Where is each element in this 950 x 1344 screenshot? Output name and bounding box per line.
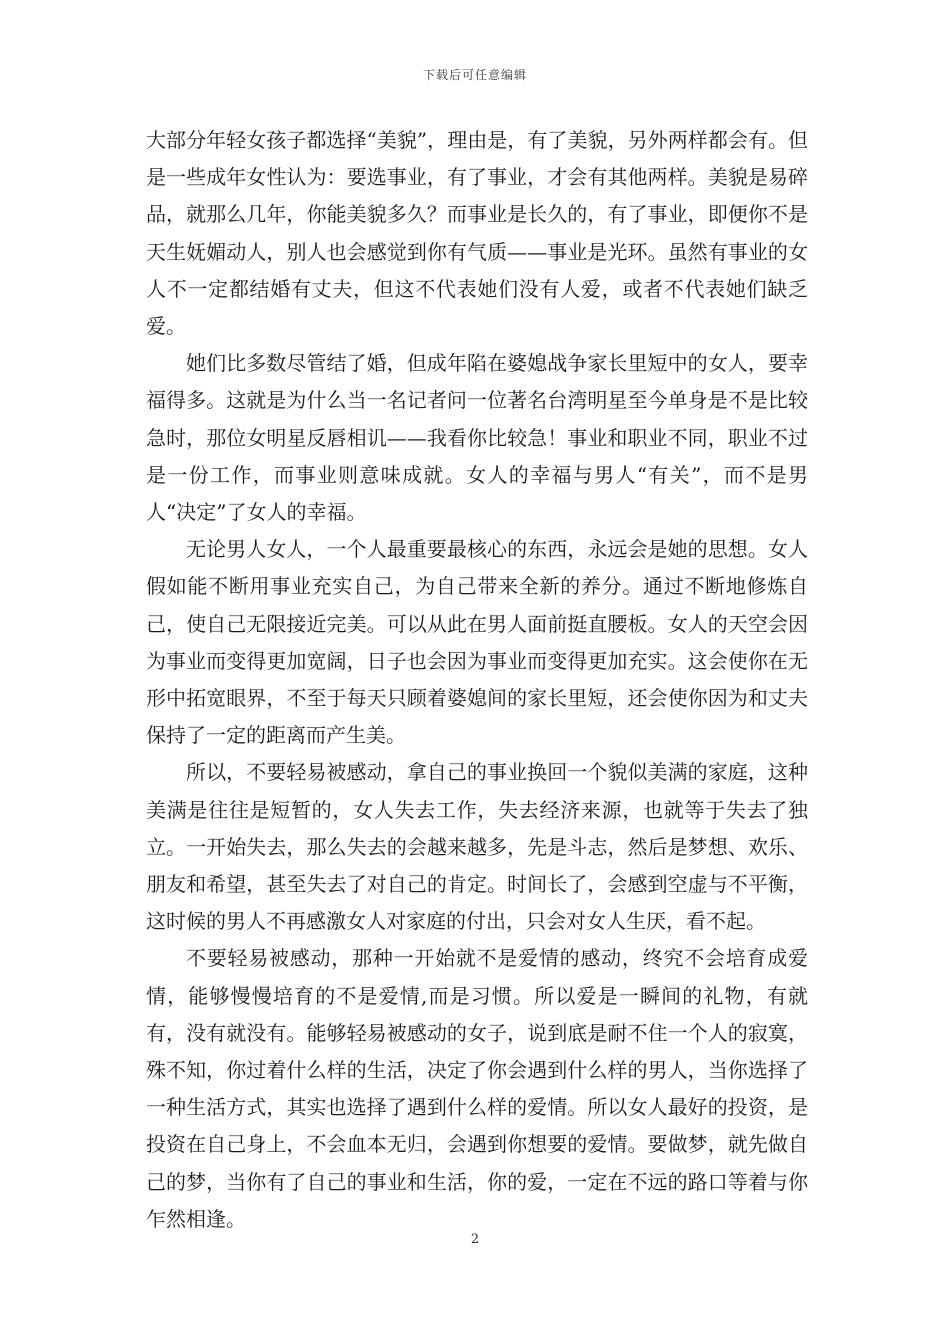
paragraph-5: 不要轻易被感动，那种一开始就不是爱情的感动，终究不会培育成爱情，能够慢慢培育的不是爱情,而是习惯。所以爱是一瞬间的礼物，有就有，没有就没有。能够轻易被感动的女子，说到底是耐不住一个人的寂寞，殊不知，你过着什么样的生活，决定了你会遇到什么样的男人，当你选择了一种生活方式，其实也选择了遇到什么样的爱情。所以女人最好的投资，是投资在自己身上，不会血本无归，会遇到你想要的爱情。要做梦，就先做自己的梦，当你有了自己的事业和生活，你的爱，一定在不远的路口等着与你乍然相逢。 [146,946,808,1231]
page-number: 2 [470,1232,480,1247]
paragraph-2: 她们比多数尽管结了婚，但成年陷在婆媳战争家长里短中的女人，要幸福得多。这就是为什么当一名记者问一位著名台湾明星至今单身是不是比较急时，那位女明星反唇相讥——我看你比较急！事业和职业不同，职业不过是一份工作，而事业则意味成就。女人的幸福与男人“有关”，而不是男人“决定”了女人的幸福。 [146,351,808,525]
page-header: 下载后可任意编辑 [422,68,527,82]
paragraph-1: 大部分年轻女孩子都选择“美貌”，理由是，有了美貌，另外两样都会有。但是一些成年女性认为：要选事业，有了事业，才会有其他两样。美貌是易碎品，就那么几年，你能美貌多久？而事业是长久的，有了事业，即便你不是天生妩媚动人，别人也会感觉到你有气质——事业是光环。虽然有事业的女人不一定都结婚有丈夫，但这不代表她们没有人爱，或者不代表她们缺乏爱。 [146,128,808,339]
paragraph-4: 所以，不要轻易被感动，拿自己的事业换回一个貌似美满的家庭，这种美满是往往是短暂的，女人失去工作，失去经济来源，也就等于失去了独立。一开始失去，那么失去的会越来越多，先是斗志，然后是梦想、欢乐、朋友和希望，甚至失去了对自己的肯定。时间长了，会感到空虚与不平衡，这时候的男人不再感激女人对家庭的付出，只会对女人生厌，看不起。 [146,760,808,934]
paragraph-3: 无论男人女人，一个人最重要最核心的东西，永远会是她的思想。女人假如能不断用事业充实自己，为自己带来全新的养分。通过不断地修炼自己，使自己无限接近完美。可以从此在男人面前挺直腰板。女人的天空会因为事业而变得更加宽阔，日子也会因为事业而变得更加充实。这会使你在无形中拓宽眼界，不至于每天只顾着婆媳间的家长里短，还会使你因为和丈夫保持了一定的距离而产生美。 [146,537,808,748]
document-body [146,122,808,1238]
